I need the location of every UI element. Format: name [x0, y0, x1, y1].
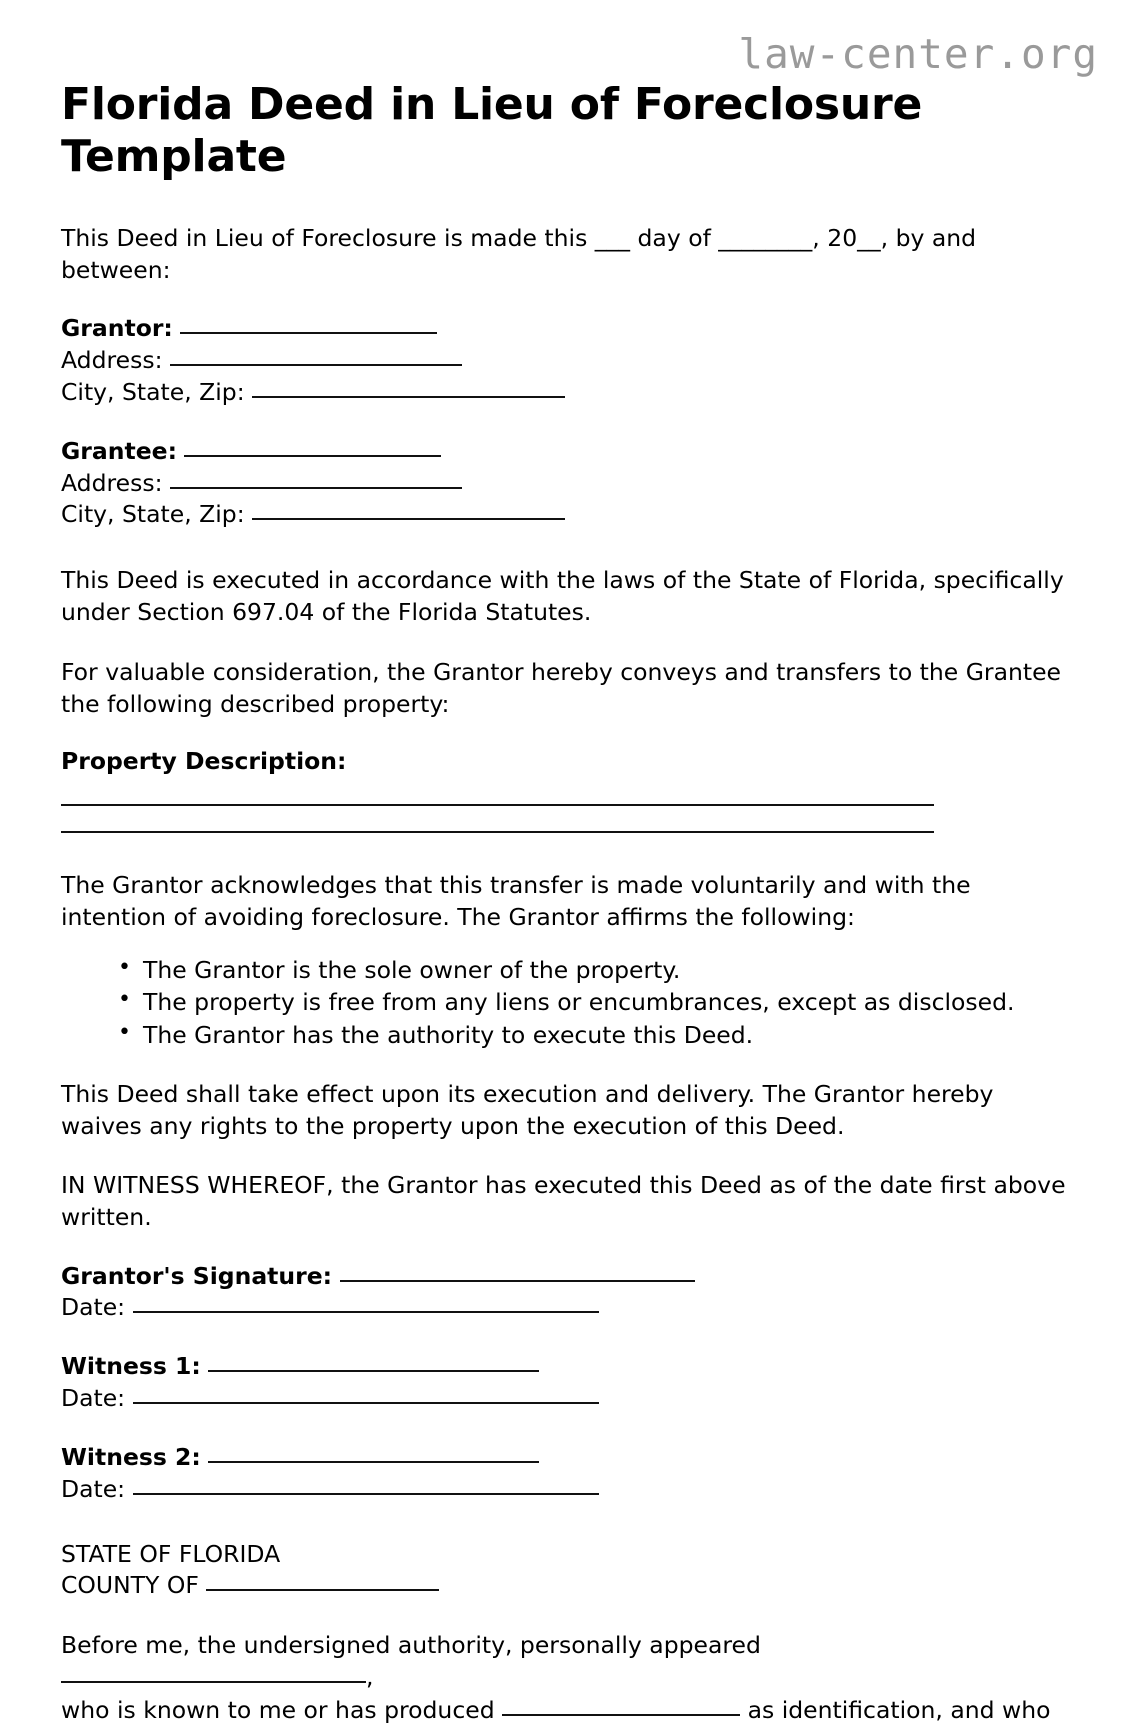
known-to-me-text: who is known to me or has produced [61, 1695, 495, 1724]
grantee-block [61, 436, 1072, 531]
witness1-date-row [61, 1383, 1072, 1415]
grantor-name-label: Grantor: [61, 314, 173, 343]
grantee-address-row [61, 468, 1072, 500]
grantee-name-row [61, 436, 1072, 468]
witness-whereof-paragraph: IN WITNESS WHEREOF, the Grantor has executed this Deed as of the date first above written. [61, 1171, 1066, 1232]
grantee-citystatezip-row [61, 499, 1072, 531]
witness1-date-label: Date: [61, 1384, 126, 1413]
grantor-citystatezip-row [61, 377, 1072, 409]
county-blank[interactable] [206, 1589, 439, 1591]
list-item: • The Grantor is the sole owner of the property. [118, 954, 1072, 986]
grantee-name-label: Grantee: [61, 436, 177, 465]
grantor-address-blank[interactable] [170, 364, 462, 366]
witness2-label: Witness 2: [61, 1442, 201, 1471]
list-item: • The Grantor has the authority to execute this Deed. [118, 1019, 1072, 1051]
witness1-block [61, 1351, 1072, 1415]
witness1-date-blank[interactable] [133, 1402, 599, 1404]
state-line: STATE OF FLORIDA [61, 1539, 281, 1568]
consideration-paragraph: For valuable consideration, the Grantor hereby conveys and transfers to the Grantee the following described property: [61, 657, 1062, 718]
grantor-block [61, 313, 1072, 408]
witness1-row [61, 1351, 1072, 1383]
grantor-signature-blank[interactable] [340, 1280, 695, 1282]
identification-blank[interactable] [502, 1714, 740, 1716]
grantee-name-blank[interactable] [184, 455, 441, 457]
grantor-date-row [61, 1292, 1072, 1324]
notary-venue-block [61, 1539, 1072, 1603]
grantor-name-blank[interactable] [180, 332, 437, 334]
grantor-date-blank[interactable] [133, 1311, 599, 1313]
grantor-address-label: Address: [61, 346, 163, 375]
before-me-text: Before me, the undersigned authority, personally appeared [61, 1631, 761, 1660]
site-watermark: law-center.org [738, 30, 1098, 78]
grantor-signature-block [61, 1261, 1072, 1325]
page-title: Florida Deed in Lieu of Foreclosure Template [61, 79, 923, 182]
witness2-row [61, 1442, 1072, 1474]
grantee-address-label: Address: [61, 468, 163, 497]
grantor-name-row [61, 313, 1072, 345]
grantor-signature-label: Grantor's Signature: [61, 1261, 333, 1290]
effect-paragraph: This Deed shall take effect upon its execution and delivery. The Grantor hereby waives any rights to the property upon the execution of this Deed. [61, 1079, 994, 1141]
statute-paragraph: This Deed is executed in accordance with the laws of the State of Florida, specifically under Section 697.04 of the Florida Statutes. [61, 566, 1064, 627]
property-description-heading: Property Description: [61, 746, 347, 775]
grantor-address-row [61, 345, 1072, 377]
witness1-blank[interactable] [208, 1370, 539, 1372]
grantor-signature-row [61, 1261, 1072, 1293]
grantor-citystatezip-label: City, State, Zip: [61, 377, 245, 406]
before-me-comma: , [366, 1663, 374, 1692]
appeared-name-blank[interactable] [61, 1681, 366, 1683]
witness2-date-row [61, 1474, 1072, 1506]
notary-acknowledgement-paragraph [61, 1629, 1072, 1726]
witness2-date-label: Date: [61, 1474, 126, 1503]
county-label: COUNTY OF [61, 1571, 199, 1600]
witness2-date-blank[interactable] [133, 1493, 599, 1495]
witness2-blank[interactable] [208, 1461, 539, 1463]
intro-paragraph: This Deed in Lieu of Foreclosure is made this ___ day of ________, 20__, by and between: [61, 223, 977, 284]
grantee-address-blank[interactable] [170, 487, 462, 489]
affirmations-list [61, 954, 1072, 1051]
acknowledgement-paragraph: The Grantor acknowledges that this transfer is made voluntarily and with the intention of avoiding foreclosure. The Grantor affirms the following: [61, 870, 971, 932]
witness1-label: Witness 1: [61, 1352, 201, 1381]
grantor-citystatezip-blank[interactable] [252, 396, 565, 398]
identification-text: as identification, and who [747, 1695, 1051, 1724]
list-item: • The property is free from any liens or encumbrances, except as disclosed. [118, 986, 1072, 1018]
witness2-block [61, 1442, 1072, 1506]
grantee-citystatezip-blank[interactable] [252, 518, 565, 520]
grantor-date-label: Date: [61, 1293, 126, 1322]
county-row [61, 1570, 1072, 1602]
grantee-citystatezip-label: City, State, Zip: [61, 500, 245, 529]
